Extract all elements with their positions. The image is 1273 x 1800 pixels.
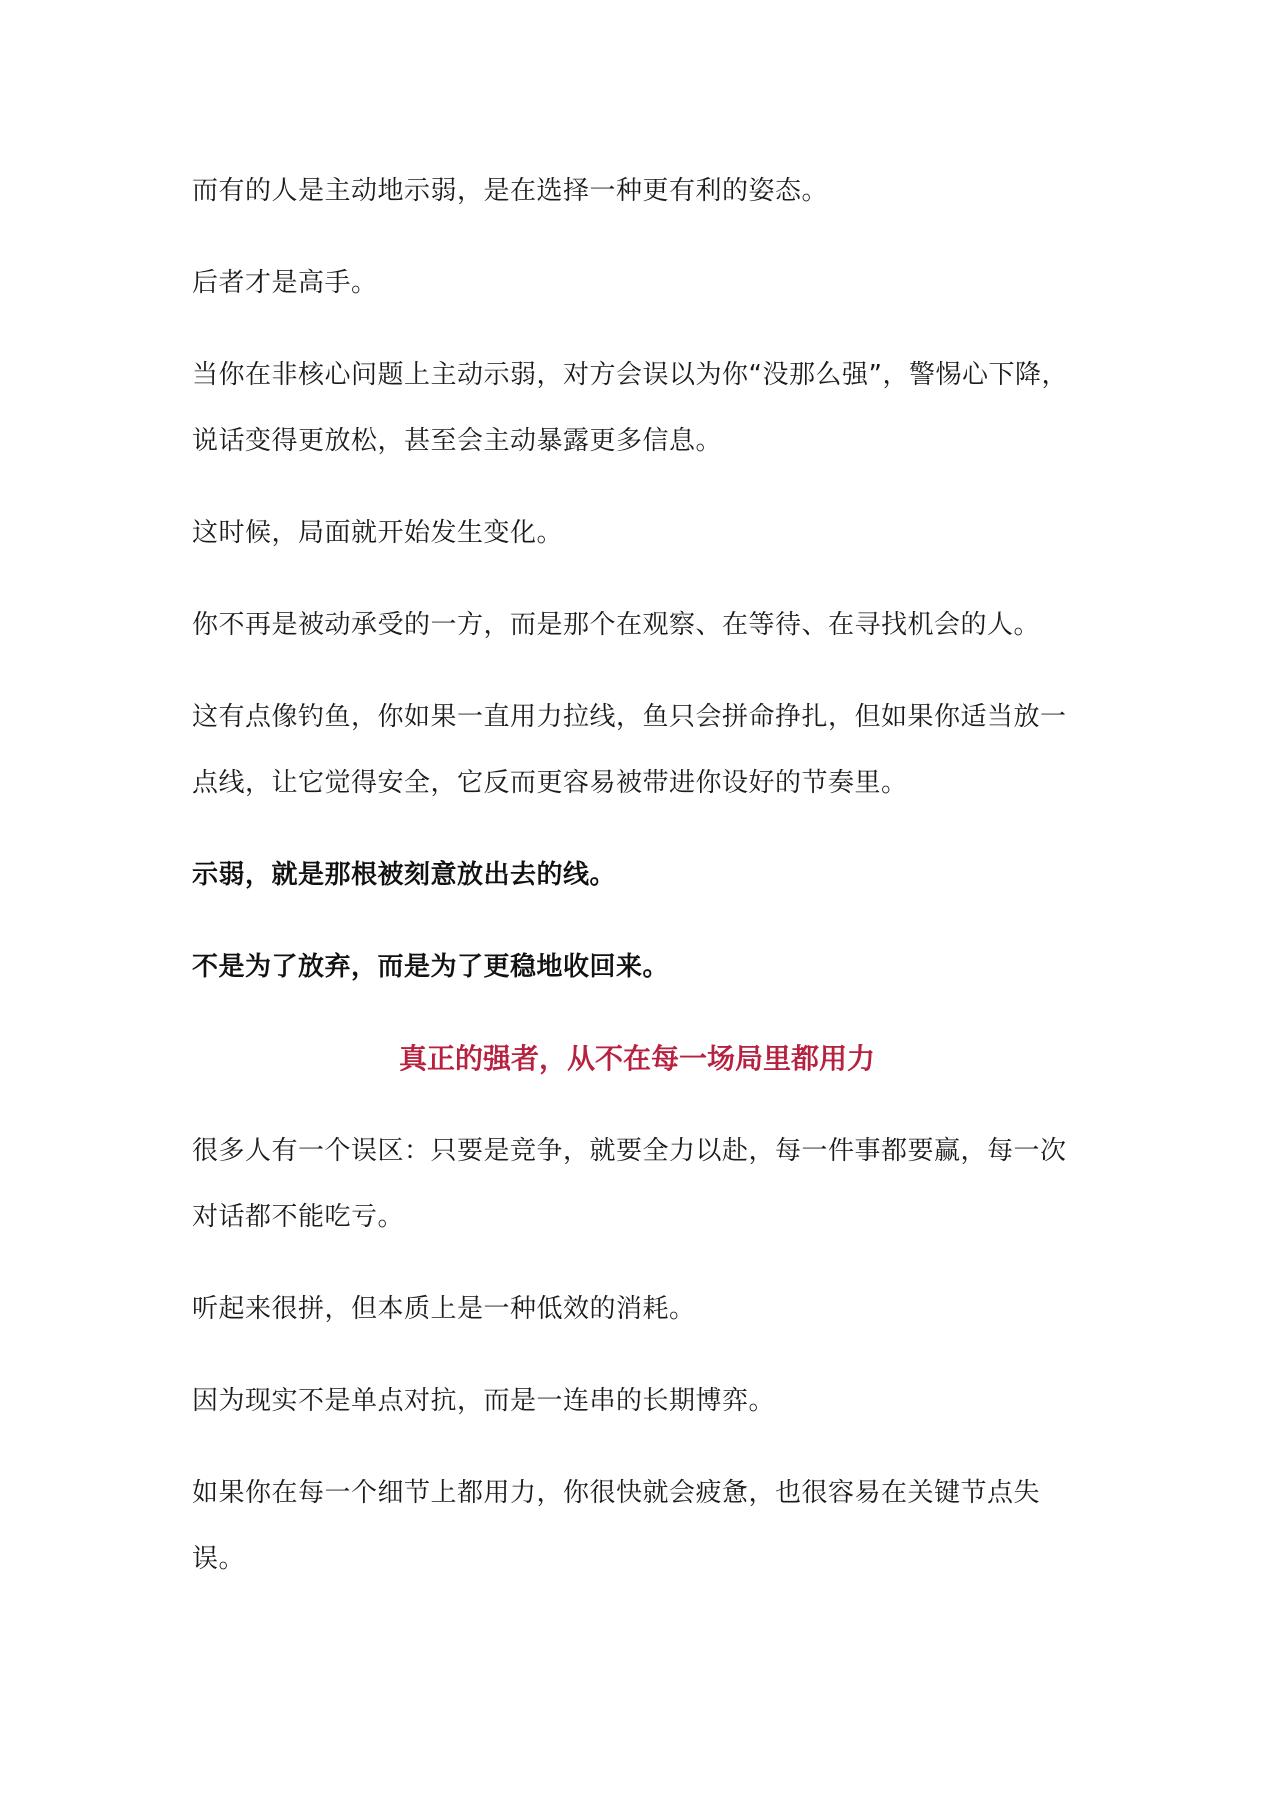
paragraph-3: 当你在非核心问题上主动示弱，对方会误以为你“没那么强”，警惕心下降，说话变得更放松，甚至会主动暴露更多信息。 (192, 360, 1068, 456)
bold-paragraph-2: 不是为了放弃，而是为了更稳地收回来。 (192, 952, 670, 982)
paragraph-1: 而有的人是主动地示弱，是在选择一种更有利的姿态。 (192, 176, 829, 206)
paragraph-9: 因为现实不是单点对抗，而是一连串的长期博弈。 (192, 1386, 776, 1416)
bold-paragraph-1: 示弱，就是那根被刻意放出去的线。 (192, 860, 617, 890)
paragraph-4: 这时候，局面就开始发生变化。 (192, 518, 564, 548)
paragraph-2: 后者才是高手。 (192, 268, 378, 298)
section-heading: 真正的强者，从不在每一场局里都用力 (398, 1042, 875, 1075)
paragraph-8: 听起来很拼，但本质上是一种低效的消耗。 (192, 1294, 696, 1324)
paragraph-6: 这有点像钓鱼，你如果一直用力拉线，鱼只会拼命挣扎，但如果你适当放一点线，让它觉得安全，它反而更容易被带进你设好的节奏里。 (192, 702, 1067, 798)
paragraph-7: 很多人有一个误区：只要是竞争，就要全力以赴，每一件事都要赢，每一次对话都不能吃亏。 (192, 1136, 1067, 1232)
paragraph-10: 如果你在每一个细节上都用力，你很快就会疲惫，也很容易在关键节点失误。 (192, 1478, 1041, 1574)
paragraph-5: 你不再是被动承受的一方，而是那个在观察、在等待、在寻找机会的人。 (192, 610, 1041, 640)
